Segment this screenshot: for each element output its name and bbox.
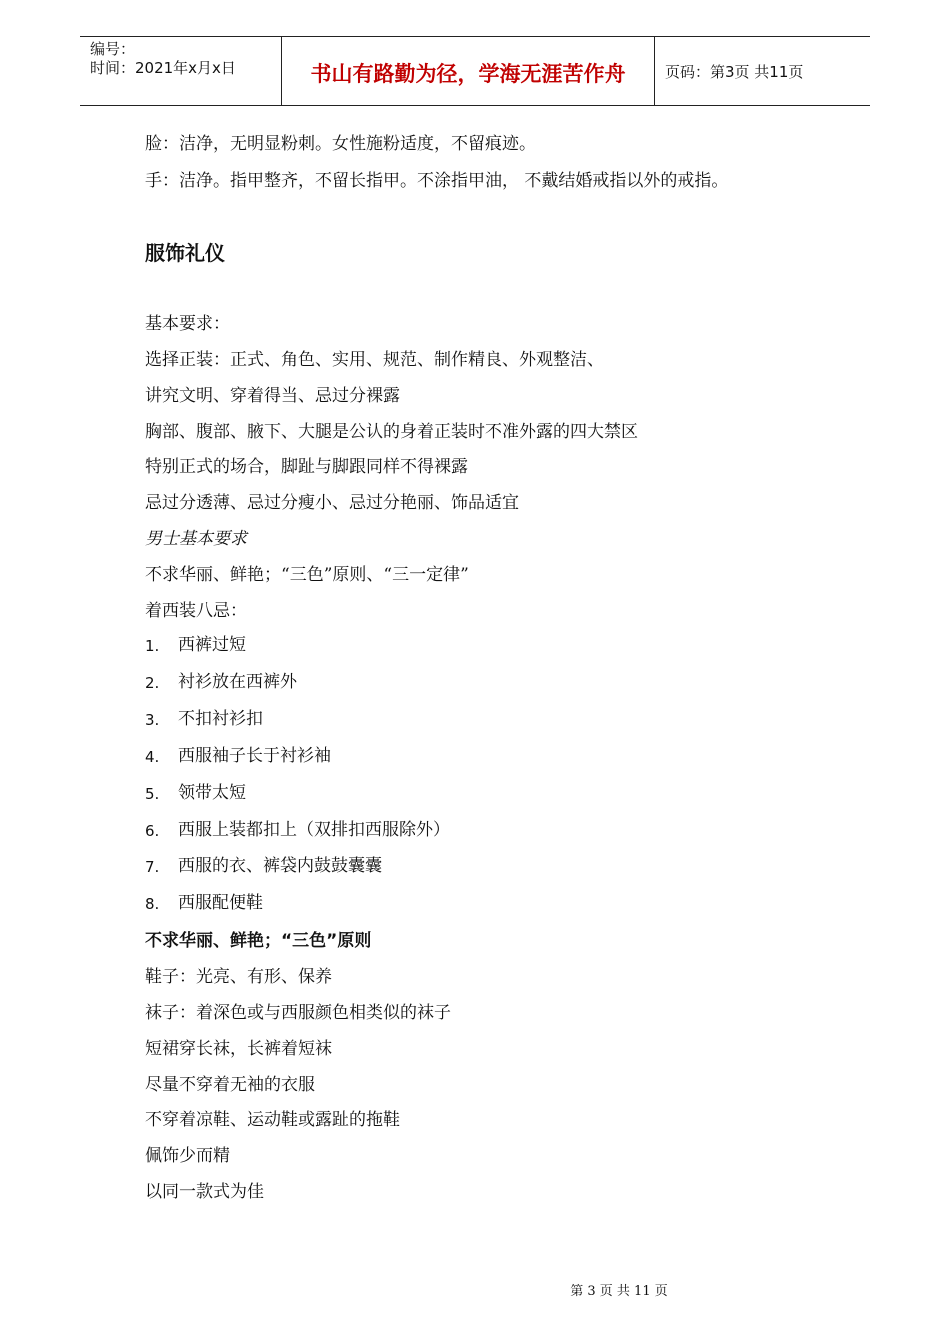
basic-line: 忌过分透薄、忌过分瘦小、忌过分艳丽、饰品适宜 [145, 493, 519, 513]
list-number: 3. [145, 711, 160, 729]
footer-page-number: 第 3 页 共 11 页 [570, 1284, 668, 1299]
tail-line: 以同一款式为佳 [145, 1182, 264, 1202]
document-header [80, 36, 870, 106]
tail-line: 不穿着凉鞋、运动鞋或露趾的拖鞋 [145, 1110, 400, 1130]
basic-line: 基本要求： [145, 314, 230, 334]
header-meta-cell [80, 37, 282, 105]
tail-line: 袜子：着深色或与西服颜色相类似的袜子 [145, 1003, 451, 1023]
list-text: 西服上装都扣上（双排扣西服除外） [178, 820, 450, 840]
list-text: 西裤过短 [178, 635, 246, 655]
date-label: 时间：2021年x月x日 [90, 59, 236, 77]
list-text: 西服配便鞋 [178, 893, 263, 913]
page-footer [0, 1280, 950, 1299]
list-number: 6. [145, 822, 160, 840]
header-page-info: 页码：第3页 共11页 [665, 63, 804, 81]
serial-number-label: 编号： [90, 40, 136, 58]
list-number: 5. [145, 785, 160, 803]
list-number: 4. [145, 748, 160, 766]
intro-line-face: 脸：洁净，无明显粉刺。女性施粉适度，不留痕迹。 [145, 134, 536, 154]
men-line: 着西装八忌： [145, 601, 247, 621]
bold-subheading: 不求华丽、鲜艳；“三色”原则 [145, 931, 372, 951]
header-page-cell [655, 37, 870, 105]
men-line: 不求华丽、鲜艳；“三色”原则、“三一定律” [145, 565, 469, 585]
intro-line-hands: 手：洁净。指甲整齐，不留长指甲。不涂指甲油， 不戴结婚戒指以外的戒指。 [145, 171, 729, 191]
basic-line: 选择正装：正式、角色、实用、规范、制作精良、外观整洁、 [145, 350, 604, 370]
tail-line: 鞋子：光亮、有形、保养 [145, 967, 332, 987]
list-text: 领带太短 [178, 783, 246, 803]
list-text: 衬衫放在西裤外 [178, 672, 297, 692]
list-text: 西服袖子长于衬衫袖 [178, 746, 331, 766]
list-text: 不扣衬衫扣 [178, 709, 263, 729]
header-motto: 书山有路勤为径，学海无涯苦作舟 [310, 62, 626, 86]
basic-line: 特别正式的场合，脚趾与脚跟同样不得裸露 [145, 457, 468, 477]
men-requirements-title: 男士基本要求 [145, 529, 247, 549]
basic-line: 讲究文明、穿着得当、忌过分裸露 [145, 386, 400, 406]
list-number: 2. [145, 674, 160, 692]
basic-line: 胸部、腹部、腋下、大腿是公认的身着正装时不准外露的四大禁区 [145, 422, 638, 442]
list-text: 西服的衣、裤袋内鼓鼓囊囊 [178, 856, 382, 876]
list-number: 7. [145, 858, 160, 876]
tail-line: 佩饰少而精 [145, 1146, 230, 1166]
list-number: 1. [145, 637, 160, 655]
list-number: 8. [145, 895, 160, 913]
tail-line: 短裙穿长袜，长裤着短袜 [145, 1039, 332, 1059]
section-title: 服饰礼仪 [145, 241, 225, 265]
tail-line: 尽量不穿着无袖的衣服 [145, 1075, 315, 1095]
header-motto-cell [282, 37, 655, 105]
